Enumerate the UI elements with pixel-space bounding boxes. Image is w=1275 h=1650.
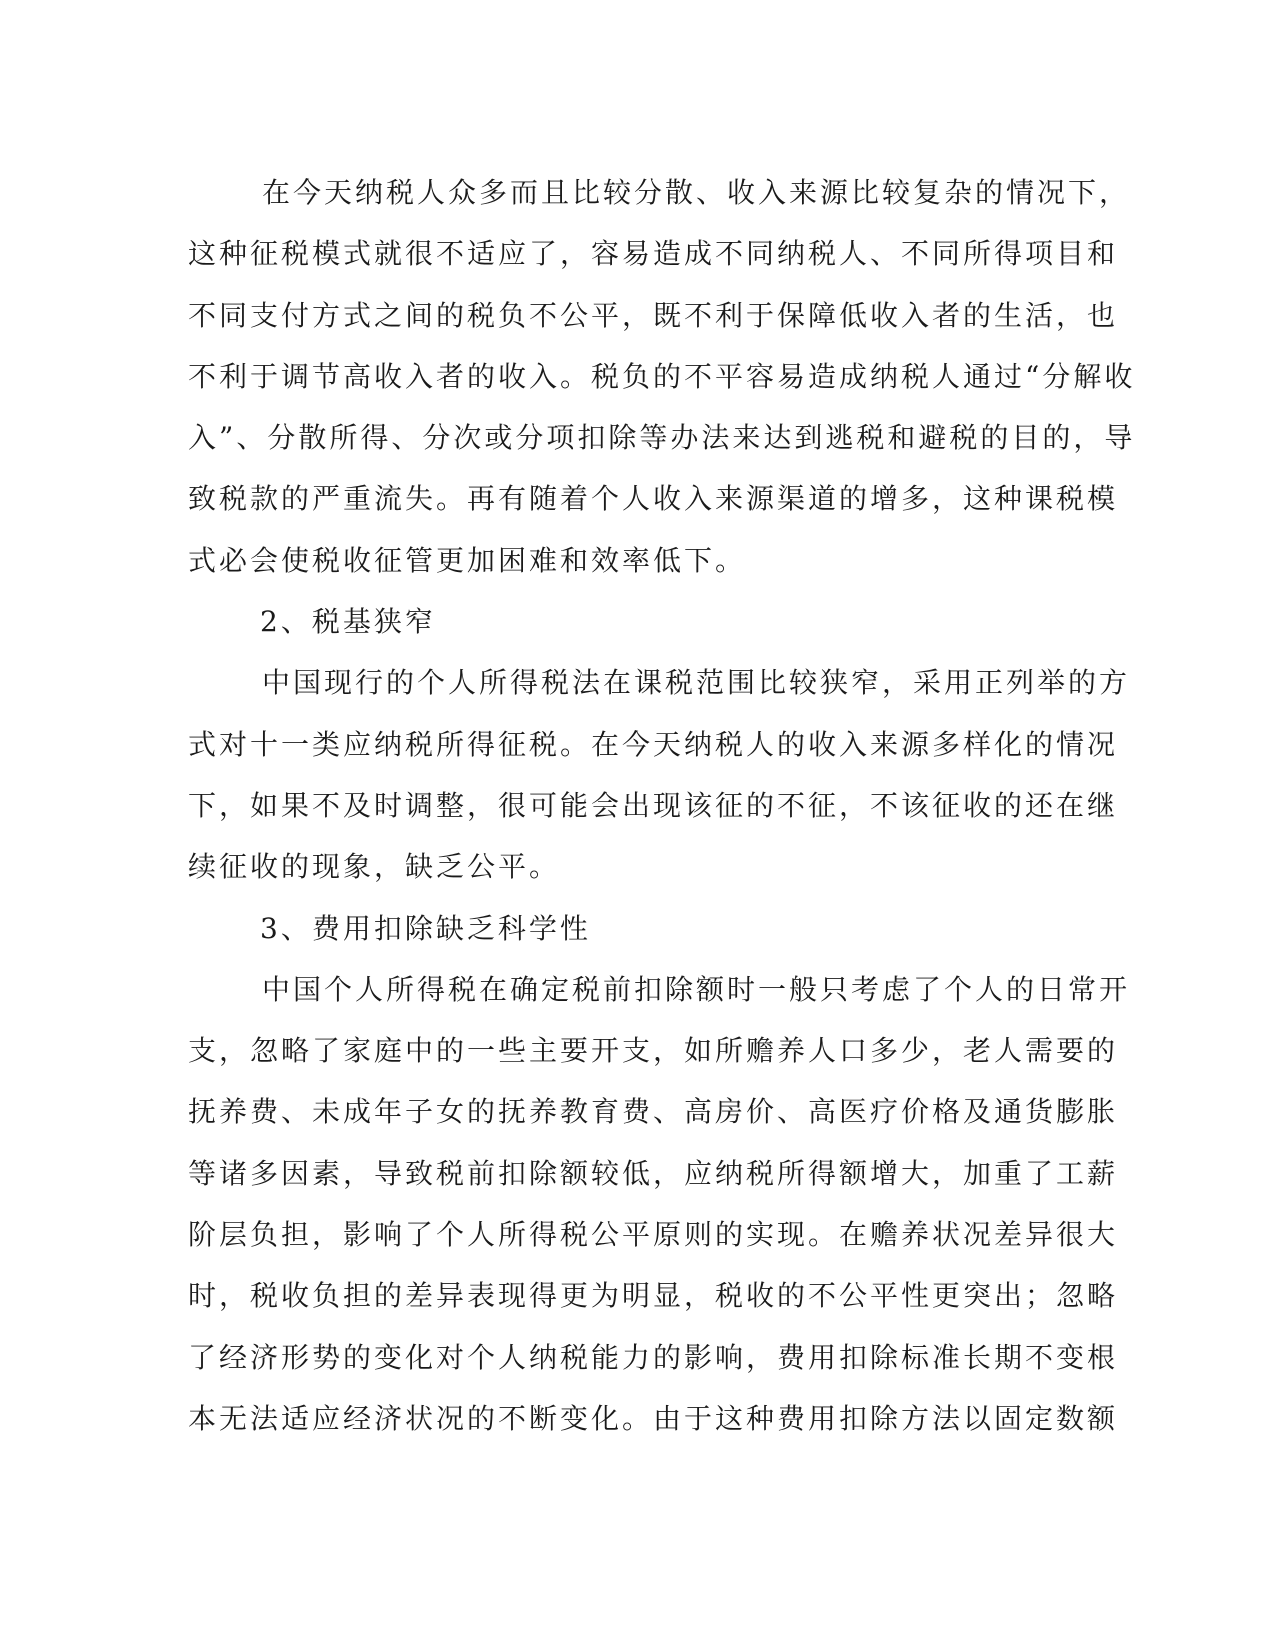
paragraph-line: 本无法适应经济状况的不断变化。由于这种费用扣除方法以固定数额 xyxy=(188,1401,1119,1435)
paragraph-line: 了经济形势的变化对个人纳税能力的影响，费用扣除标准长期不变根 xyxy=(188,1340,1119,1374)
paragraph-line: 时，税收负担的差异表现得更为明显，税收的不公平性更突出；忽略 xyxy=(188,1279,1119,1313)
paragraph-line: 式对十一类应纳税所得征税。在今天纳税人的收入来源多样化的情况 xyxy=(188,727,1119,761)
paragraph-line: 续征收的现象，缺乏公平。 xyxy=(188,850,561,884)
paragraph-line: 中国个人所得税在确定税前扣除额时一般只考虑了个人的日常开 xyxy=(262,972,1131,1006)
paragraph-line: 这种征税模式就很不适应了，容易造成不同纳税人、不同所得项目和 xyxy=(188,237,1119,271)
paragraph-line: 在今天纳税人众多而且比较分散、收入来源比较复杂的情况下， xyxy=(262,176,1131,209)
paragraph-line: 式必会使税收征管更加困难和效率低下。 xyxy=(188,543,747,577)
section-heading: 2、税基狭窄 xyxy=(260,605,436,639)
paragraph-line: 下，如果不及时调整，很可能会出现该征的不征，不该征收的还在继 xyxy=(188,788,1119,822)
body-text xyxy=(188,162,1136,1449)
paragraph-line: 不同支付方式之间的税负不公平，既不利于保障低收入者的生活，也 xyxy=(188,298,1119,332)
paragraph-line: 入”、分散所得、分次或分项扣除等办法来达到逃税和避税的目的，导 xyxy=(188,421,1136,455)
paragraph-line: 抚养费、未成年子女的抚养教育费、高房价、高医疗价格及通货膨胀 xyxy=(188,1095,1119,1129)
paragraph-line: 等诸多因素，导致税前扣除额较低，应纳税所得额增大，加重了工薪 xyxy=(188,1156,1119,1190)
paragraph-line: 致税款的严重流失。再有随着个人收入来源渠道的增多，这种课税模 xyxy=(188,482,1119,516)
paragraph-line: 支，忽略了家庭中的一些主要开支，如所赡养人口多少，老人需要的 xyxy=(188,1034,1119,1068)
paragraph-line: 中国现行的个人所得税法在课税范围比较狭窄，采用正列举的方 xyxy=(262,666,1131,700)
section-heading: 3、费用扣除缺乏科学性 xyxy=(260,911,591,945)
paragraph-line: 不利于调节高收入者的收入。税负的不平容易造成纳税人通过“分解收 xyxy=(188,359,1136,393)
paragraph-line: 阶层负担，影响了个人所得税公平原则的实现。在赡养状况差异很大 xyxy=(188,1218,1119,1252)
